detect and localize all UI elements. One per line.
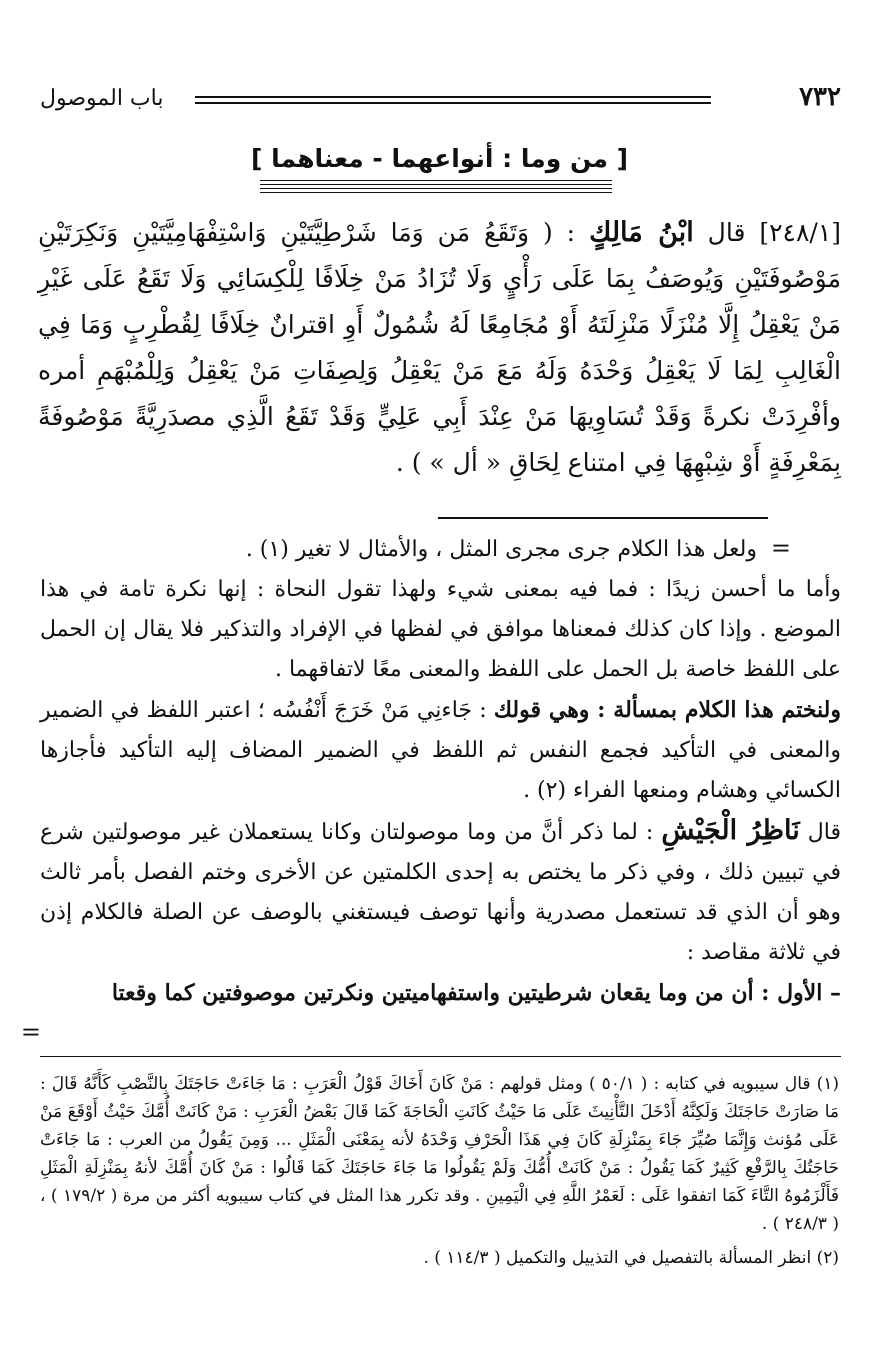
quote-text: : ( وَتَقَعُ مَن وَمَا شَرْطِيَّتَيْنِ وَاسْتِفْهَامِيَّتَيْنِ وَنَكِرَتَيْنِ مَوْصُوفَتَيْنِ وَيُوصَفُ بِمَا عَلَى رَأْيٍ وَلَا تُزَادُ مَنْ خِلَافًا لِلْكِسَائِي وَلَا تَقَعُ عَلَى غَيْرِ مَنْ يَعْقِلُ إِلَّا مُنْزَلًا مَنْزِلَتَهُ أَوْ مُجَامِعًا لَهُ شُمُولٌ أَوِ اقترانٌ خِلَافًا لِقُطْرِبٍ وَمَا فِي الْغَالِبِ لِمَا لَا يَعْقِلُ وَحْدَهُ وَلَهُ مَعَ مَنْ يَعْقِلُ وَلِصِفَاتِ مَنْ يَعْقِلُ وَلِلْمُبْهَمِ أمره وأفْرِدَتْ نكرةً وَقَدْ تُسَاوِيهَا مَنْ عِنْدَ أَبِي عَلِيٍّ وَقَدْ تَقَعُ الَّذِي مصدَرِيَّةً مَوْصُوفَةً بِمَعْرِفَةٍ أَوْ شِبْهِهَا فِي امتناع لِحَاقِ « أل » ) . [38,218,841,477]
commentary-paragraph-1: ولعل هذا الكلام جرى مجرى المثل ، والأمثال لا تغير (١) . [245,537,757,562]
section-heading: [ من وما : أنواعهما - معناهما ] [250,144,629,173]
commentator-name: نَاظِرُ الْجَيْشِ [661,815,800,846]
footnotes [40,1070,839,1272]
running-header [40,82,841,116]
footnote-2: (٢) انظر المسألة بالتفصيل في التذييل والتكميل ( ١١٤/٣ ) . [423,1248,839,1268]
first-point: – الأول : أن من وما يقعان شرطيتين واستفهاميتين ونكرتين موصوفتين كما وقعتا [111,980,841,1006]
commentary-paragraph-4 [40,811,841,973]
author-name: ابْنُ مَالِكٍ [589,217,694,248]
heading-underline [260,180,612,196]
commentary-paragraph-3 [40,690,841,811]
said-word: قال [807,820,841,845]
said-word: قال [707,218,746,247]
separator-rule [438,517,768,519]
main-quote [38,210,841,486]
reference-number: [٢٤٨/١] [759,218,842,247]
header-rule [195,96,711,104]
footnote-1: (١) قال سيبويه في كتابه : ( ٥٠/١ ) ومثل قولهم : مَنْ كَانَ أَخَاكَ قَوْلُ الْعَرَبِ : مَا جَاءَتْ حَاجَتَكَ بِالنَّصْبِ كَأَنَّهُ قَالَ : مَا صَارَتْ حَاجَتَكَ وَلَكِنَّهُ أَدْخَلَ التَّأْنِيثَ عَلَى مَا حَيْثُ كَانَتِ الْحَاجَةَ كَمَا قَالَ بَعْضُ الْعَرَبِ : مَنْ كَانَتْ أُمَّكَ حَيْثُ أَوْقَعَ مَنْ عَلَى مُؤنث وَإِنَّمَا صُيِّرَ جَاءَ بِمَنْزِلَةِ كَانَ فِي هَذَا الْحَرْفِ وَحْدَهُ لأنه بِمَعْنَى الْمَثَلِ ... وَمِنَ يَقُولُ من العرب : مَا جَاءَتْ حَاجَتُكَ بِالرَّفْعِ كَثِيرٌ كَمَا يَقُولُ : مَنْ كَانَتْ أُمُّكَ وَلَمْ يَقُولُوا مَا جَاءَ حَاجَتَكَ كَمَا قَالُوا : مَنْ كَانَ أُمَّكَ لأنهُ بِمَنْزِلَةِ الْمَثَلِ فَأَلْزَمُوهُ التَّاءَ كَمَا اتفقوا عَلَى : لَعَمْرُ اللَّهِ فِي الْيَمِينِ . وقد تكرر هذا المثل في كتاب سيبويه أكثر من مرة ( ١٧٩/٢ ) ، ( ٢٤٨/٣ ) . [40,1074,840,1234]
commentary-paragraph-2: وأما ما أحسن زيدًا : فما فيه بمعنى شيء ولهذا تقول النحاة : إنها نكرة تامة في هذا الموضع . وإذا كان كذلك فمعناها موافق في لفظها في الإفراد والتذكير فلا يقال إن الحمل على اللفظ خاصة بل الحمل على اللفظ والمعنى معًا لاتفاقهما . [40,577,841,682]
continuation-mark-bottom: = [20,1018,41,1046]
page-number: ٧٣٢ [799,82,841,112]
paragraph-text: : لما ذكر أنَّ من وما موصولتان وكانا يستعملان غير موصولتين شرع في تبيين ذلك ، وفي ذكر ما يختص به إحدى الكلمتين عن الأخرى وختم الفصل بأمر ثالث وهو أن الذي قد تستعمل مصدرية وأنها توصف فيستغني بالوصف عن الصلة فالكلام إذن في ثلاثة مقاصد : [40,820,841,965]
chapter-title: باب الموصول [40,86,164,111]
commentary [40,530,841,1013]
paragraph-text: : جَاءنِي مَنْ خَرَجَ أَنْفُسُه ؛ اعتبر اللفظ في الضمير والمعنى في التأكيد فجمع النفس ثم اللفظ في الضمير المضاف إليه التأكيد فأجازها الكسائي وهشام ومنعها الفراء (٢) . [40,698,841,803]
paragraph-lead: ولنختم هذا الكلام بمسألة : وهي قولك [493,697,841,723]
footnote-rule [40,1056,841,1057]
continuation-mark-top: = [770,534,791,562]
